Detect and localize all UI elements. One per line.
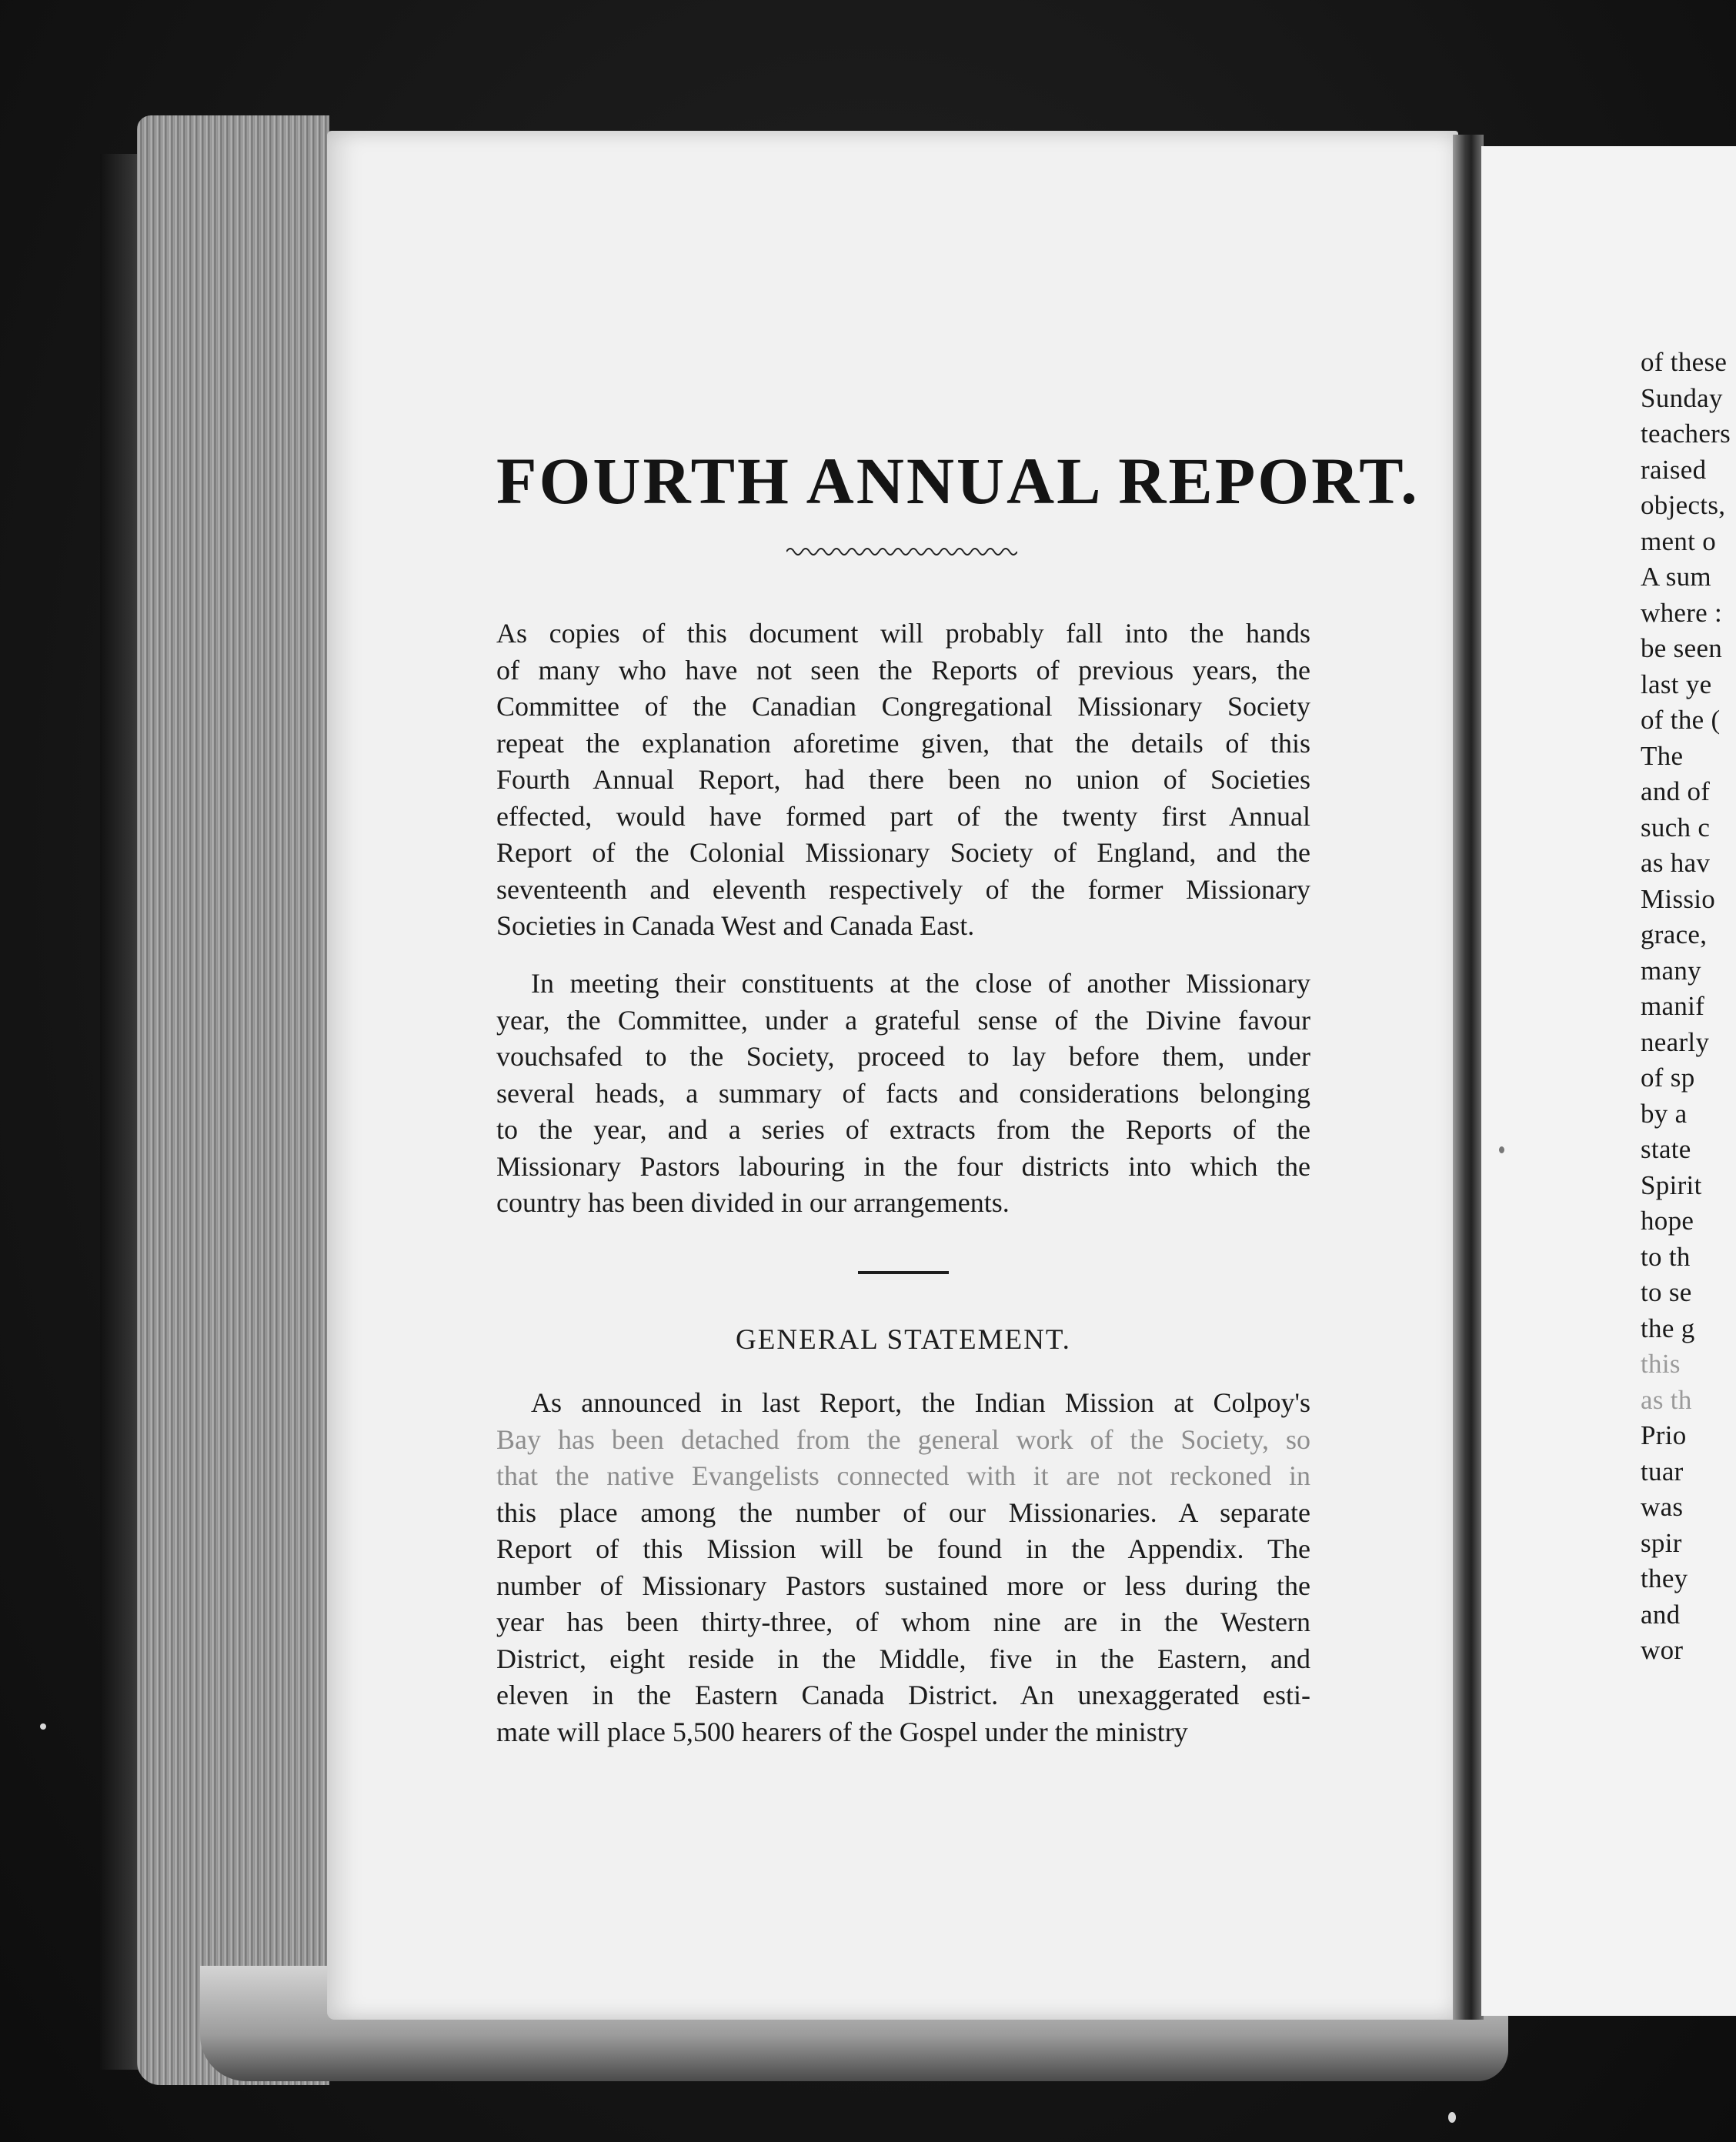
facing-page-line: by a bbox=[1641, 1098, 1688, 1129]
facing-page-line: of the ( bbox=[1641, 705, 1721, 735]
facing-page-line: as hav bbox=[1641, 848, 1711, 878]
facing-page-line: spir bbox=[1641, 1527, 1682, 1558]
facing-page-line: wor bbox=[1641, 1635, 1684, 1665]
dust-speck bbox=[1448, 2112, 1456, 2123]
ornament-wavy-rule bbox=[786, 542, 1017, 561]
facing-page-line: Prio bbox=[1641, 1420, 1687, 1450]
text-line: of many who have not seen the Reports of previous years, the bbox=[496, 654, 1310, 686]
text-line: Report of this Mission will be found in the Appendix. The bbox=[496, 1533, 1310, 1564]
facing-page-line: manif bbox=[1641, 991, 1705, 1021]
facing-page-line: ment o bbox=[1641, 525, 1717, 556]
facing-page-line: to th bbox=[1641, 1241, 1691, 1272]
second-paragraph bbox=[496, 966, 1310, 1222]
text-line: number of Missionary Pastors sustained more or less during the bbox=[496, 1570, 1310, 1601]
facing-page-line: where : bbox=[1641, 597, 1723, 628]
text-line: country has been divided in our arrangements. bbox=[496, 1187, 1010, 1218]
facing-page-line: the g bbox=[1641, 1313, 1695, 1343]
text-line: As copies of this document will probably fall into the hands bbox=[496, 618, 1310, 649]
facing-page-line: A sum bbox=[1641, 562, 1711, 592]
text-line: As announced in last Report, the Indian Mission at Colpoy's bbox=[531, 1387, 1310, 1418]
facing-page-line: to se bbox=[1641, 1277, 1692, 1307]
dust-speck bbox=[40, 1723, 46, 1730]
facing-page-line: Missio bbox=[1641, 883, 1716, 914]
text-line: Bay has been detached from the general work of the Society, so bbox=[496, 1423, 1310, 1455]
text-line: to the year, and a series of extracts from the Reports of the bbox=[496, 1114, 1310, 1145]
section-divider bbox=[858, 1271, 949, 1274]
facing-page-line: of sp bbox=[1641, 1063, 1695, 1093]
facing-page-line: this bbox=[1641, 1349, 1681, 1379]
facing-page-line: state bbox=[1641, 1134, 1691, 1164]
report-title: FOURTH ANNUAL REPORT. bbox=[496, 444, 1420, 518]
text-line: Societies in Canada West and Canada East. bbox=[496, 910, 975, 941]
text-line: In meeting their constituents at the close of another Missionary bbox=[531, 968, 1310, 999]
facing-page-line: grace, bbox=[1641, 919, 1708, 949]
text-line: Committee of the Canadian Congregational Missionary Society bbox=[496, 691, 1310, 722]
facing-page-line: such c bbox=[1641, 812, 1711, 842]
text-line: eleven in the Eastern Canada District. An unexaggerated esti- bbox=[496, 1680, 1310, 1710]
facing-page-line: and bbox=[1641, 1599, 1681, 1630]
text-line: seventeenth and eleventh respectively of the former Missionary bbox=[496, 873, 1310, 905]
facing-page-line: Spirit bbox=[1641, 1169, 1702, 1200]
text-line: mate will place 5,500 hearers of the Gospel under the ministry bbox=[496, 1716, 1188, 1747]
text-line: Missionary Pastors labouring in the four districts into which the bbox=[496, 1150, 1310, 1182]
text-line: repeat the explanation aforetime given, that the details of this bbox=[496, 727, 1310, 759]
text-line: several heads, a summary of facts and considerations belonging bbox=[496, 1077, 1310, 1109]
section-heading: GENERAL STATEMENT. bbox=[736, 1324, 1071, 1356]
text-line: year, the Committee, under a grateful sense of the Divine favour bbox=[496, 1004, 1310, 1036]
facing-page-line: nearly bbox=[1641, 1026, 1710, 1057]
facing-page-line: of these bbox=[1641, 347, 1728, 377]
text-line: Fourth Annual Report, had there been no union of Societies bbox=[496, 764, 1310, 795]
facing-page-line: as th bbox=[1641, 1384, 1692, 1415]
text-line: District, eight reside in the Middle, five in the Eastern, and bbox=[496, 1643, 1310, 1674]
text-line: Report of the Colonial Missionary Society of England, and the bbox=[496, 837, 1310, 868]
general-statement-paragraph bbox=[496, 1385, 1310, 1750]
facing-page-line: was bbox=[1641, 1492, 1684, 1522]
intro-paragraph bbox=[496, 616, 1310, 945]
text-line: this place among the number of our Missionaries. A separate bbox=[496, 1496, 1310, 1528]
facing-page-line: and of bbox=[1641, 776, 1711, 806]
page-edges bbox=[137, 115, 329, 2085]
facing-page-line: The bbox=[1641, 740, 1684, 771]
facing-page-text bbox=[1641, 345, 1736, 1669]
facing-page-line: Sunday bbox=[1641, 382, 1723, 413]
facing-page-line: objects, bbox=[1641, 490, 1726, 520]
book-gutter bbox=[1453, 135, 1484, 2020]
facing-page-line: hope bbox=[1641, 1206, 1694, 1236]
facing-page-line: last ye bbox=[1641, 669, 1712, 699]
text-line: that the native Evangelists connected with it are not reckoned in bbox=[496, 1460, 1310, 1491]
facing-page-line: teachers bbox=[1641, 419, 1731, 449]
facing-page-line: they bbox=[1641, 1563, 1688, 1593]
text-line: vouchsafed to the Society, proceed to lay before them, under bbox=[496, 1041, 1310, 1072]
facing-page-line: many bbox=[1641, 955, 1701, 986]
facing-page-line: raised bbox=[1641, 454, 1707, 485]
dust-speck bbox=[1499, 1146, 1504, 1153]
text-line: effected, would have formed part of the twenty first Annual bbox=[496, 800, 1310, 832]
facing-page-line: tuar bbox=[1641, 1456, 1684, 1486]
facing-page-line: be seen bbox=[1641, 633, 1723, 663]
text-line: year has been thirty-three, of whom nine are in the Western bbox=[496, 1606, 1310, 1637]
